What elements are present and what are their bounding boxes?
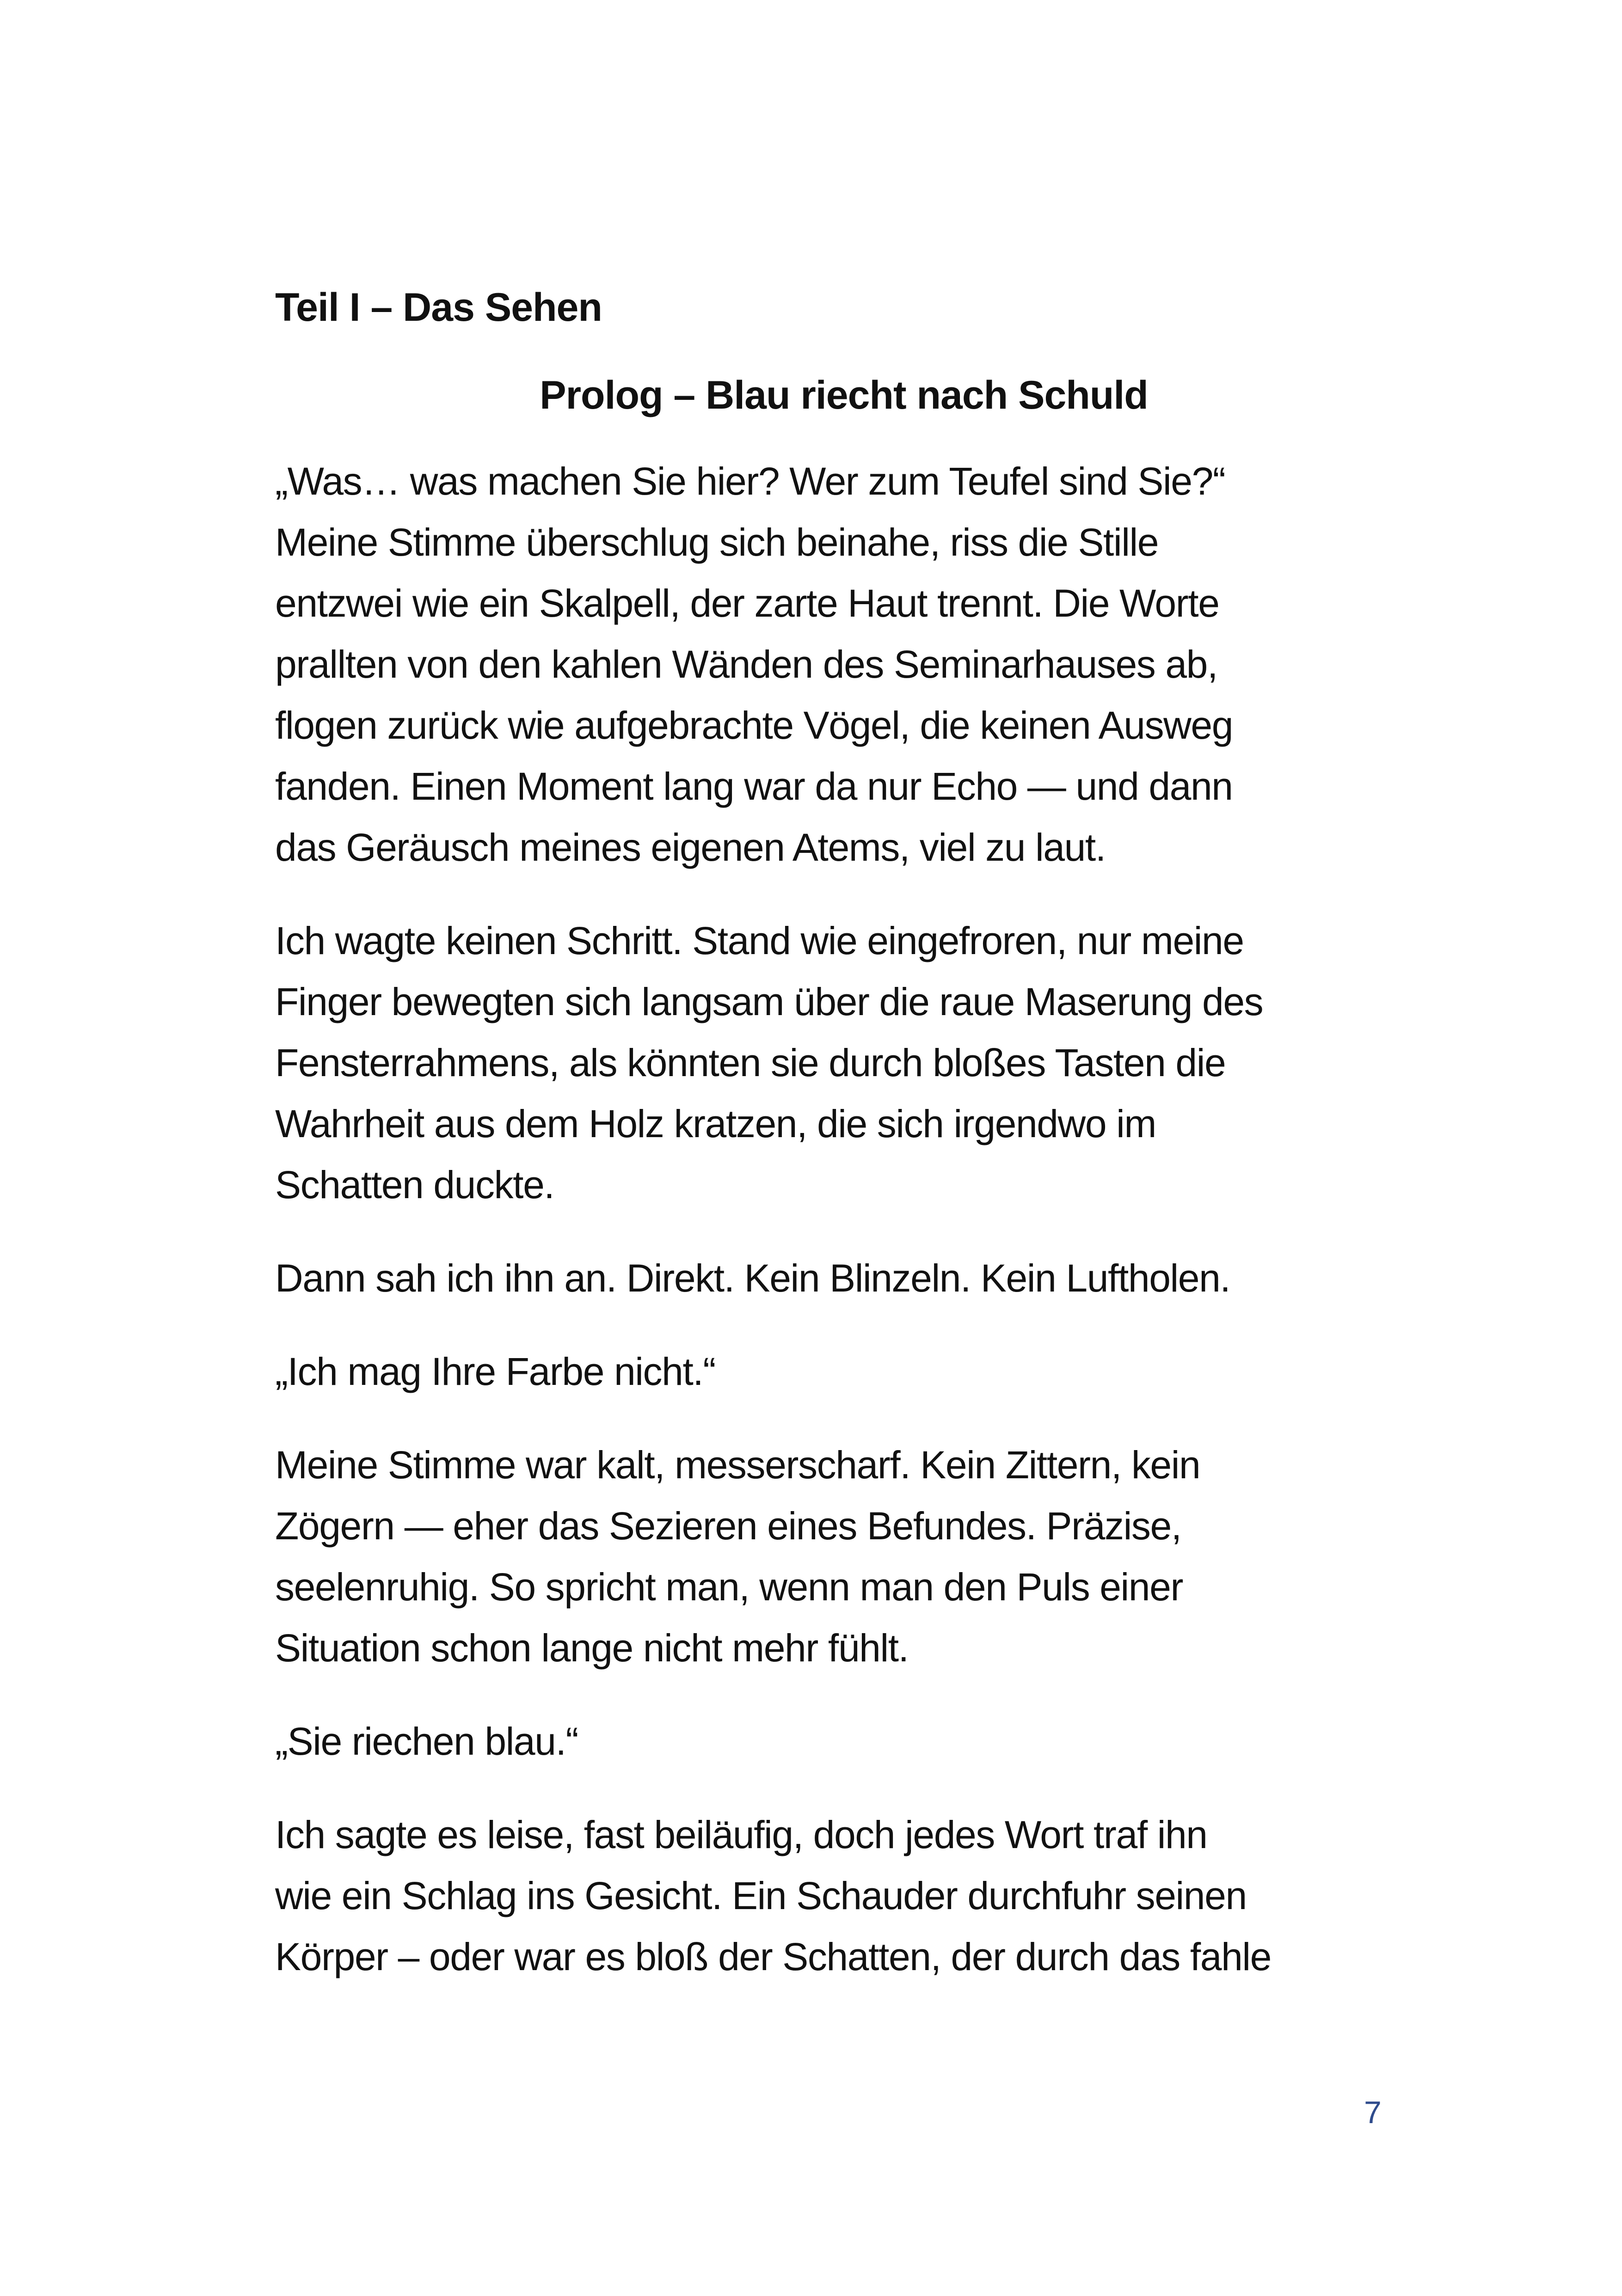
paragraph-1 [275,451,1413,878]
paragraph-7 [275,1804,1413,1987]
paragraph-line: Situation schon lange nicht mehr fühlt. [275,1626,909,1670]
paragraph-line: Wahrheit aus dem Holz kratzen, die sich irgendwo im [275,1102,1156,1145]
paragraph-line: das Geräusch meines eigenen Atems, viel zu laut. [275,826,1106,869]
paragraph-line: Ich sagte es leise, fast beiläufig, doch jedes Wort traf ihn [275,1813,1207,1856]
part-title: Teil I – Das Sehen [275,285,602,330]
paragraph-line: wie ein Schlag ins Gesicht. Ein Schauder durchfuhr seinen [275,1874,1247,1917]
paragraph-4 [275,1341,1413,1402]
paragraph-6 [275,1711,1413,1772]
paragraph-line: Dann sah ich ihn an. Direkt. Kein Blinzeln. Kein Luftholen. [275,1256,1230,1300]
paragraph-line: Meine Stimme überschlug sich beinahe, riss die Stille [275,520,1159,564]
paragraph-line: entzwei wie ein Skalpell, der zarte Haut trennt. Die Worte [275,582,1219,625]
chapter-title: Prolog – Blau riecht nach Schuld [540,373,1148,417]
paragraph-line: flogen zurück wie aufgebrachte Vögel, die keinen Ausweg [275,704,1233,747]
paragraph-5 [275,1434,1413,1678]
paragraph-line: Meine Stimme war kalt, messerscharf. Kein Zittern, kein [275,1443,1200,1487]
paragraph-2 [275,910,1413,1215]
paragraph-line: „Ich mag Ihre Farbe nicht.“ [275,1350,715,1393]
paragraph-line: prallten von den kahlen Wänden des Seminarhauses ab, [275,643,1217,686]
paragraph-line: Schatten duckte. [275,1163,554,1206]
paragraph-line: „Sie riechen blau.“ [275,1720,578,1763]
paragraph-line: seelenruhig. So spricht man, wenn man den Puls einer [275,1565,1183,1609]
page-content [275,277,1413,2020]
paragraph-line: Zögern — eher das Sezieren eines Befundes. Präzise, [275,1504,1181,1548]
paragraph-line: fanden. Einen Moment lang war da nur Echo — und dann [275,765,1233,808]
paragraph-line: Ich wagte keinen Schritt. Stand wie eingefroren, nur meine [275,919,1244,962]
paragraph-line: Körper – oder war es bloß der Schatten, der durch das fahle [275,1935,1271,1978]
paragraph-line: Fensterrahmens, als könnten sie durch bloßes Tasten die [275,1041,1226,1084]
paragraph-3 [275,1248,1413,1309]
paragraph-line: Finger bewegten sich langsam über die raue Maserung des [275,980,1263,1023]
page-number: 7 [1364,2095,1382,2130]
paragraph-line: „Was… was machen Sie hier? Wer zum Teufel sind Sie?“ [275,459,1225,503]
